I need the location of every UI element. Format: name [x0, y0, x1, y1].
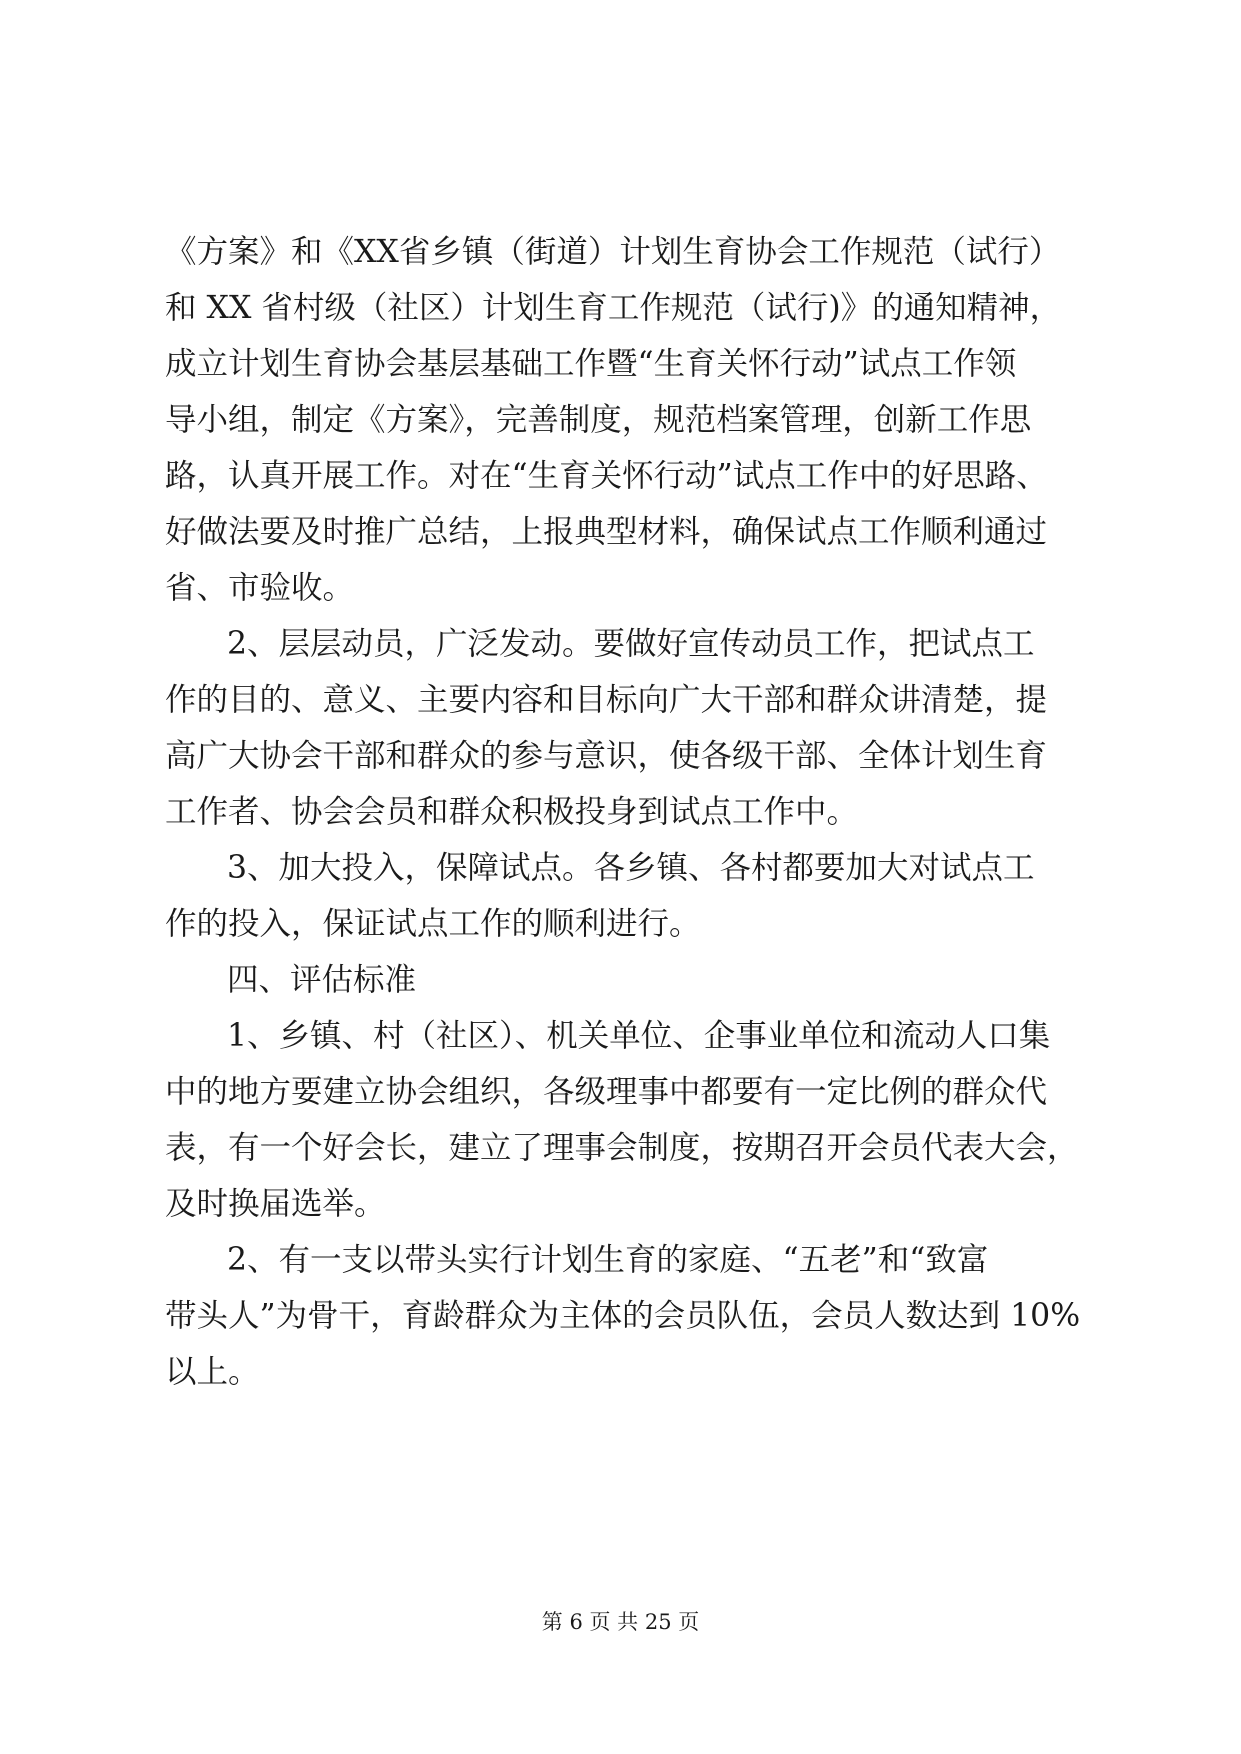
text-line: 表，有一个好会长，建立了理事会制度，按期召开会员代表大会，	[165, 1130, 1079, 1166]
text-line: 导小组，制定《方案》，完善制度，规范档案管理，创新工作思	[165, 402, 1032, 438]
paragraph-first-line: 2、层层动员，广泛发动。要做好宣传动员工作，把试点工	[227, 626, 1035, 662]
text-line: 以上。	[165, 1354, 260, 1390]
text-line: 工作者、协会会员和群众积极投身到试点工作中。	[165, 794, 859, 830]
text-line: 作的投入，保证试点工作的顺利进行。	[165, 906, 701, 942]
section-heading: 四、评估标准	[227, 962, 417, 998]
text-line: 高广大协会干部和群众的参与意识，使各级干部、全体计划生育	[165, 738, 1048, 774]
text-line: 路，认真开展工作。对在“生育关怀行动”试点工作中的好思路、	[165, 458, 1048, 494]
text-line: 省、市验收。	[165, 570, 355, 606]
text-line: 《方案》和《XX省乡镇（街道）计划生育协会工作规范（试行）	[165, 234, 1061, 270]
text-line: 好做法要及时推广总结，上报典型材料，确保试点工作顺利通过	[165, 514, 1048, 550]
text-line: 及时换届选举。	[165, 1186, 386, 1222]
paragraph-first-line: 1、乡镇、村（社区）、机关单位、企事业单位和流动人口集	[227, 1018, 1051, 1054]
page-number-label: 第 6 页 共 25 页	[541, 1610, 700, 1634]
text-line: 成立计划生育协会基层基础工作暨“生育关怀行动”试点工作领	[165, 346, 1017, 382]
text-line: 中的地方要建立协会组织，各级理事中都要有一定比例的群众代	[165, 1074, 1048, 1110]
text-line: 和 XX 省村级（社区）计划生育工作规范（试行)》的通知精神，	[165, 290, 1062, 326]
page-footer	[0, 1608, 1241, 1636]
text-line: 作的目的、意义、主要内容和目标向广大干部和群众讲清楚，提	[165, 682, 1048, 718]
text-line: 带头人”为骨干，育龄群众为主体的会员队伍，会员人数达到 10%	[165, 1298, 1081, 1334]
paragraph-first-line: 3、加大投入，保障试点。各乡镇、各村都要加大对试点工	[227, 850, 1035, 886]
paragraph-first-line: 2、有一支以带头实行计划生育的家庭、“五老”和“致富	[227, 1242, 989, 1278]
